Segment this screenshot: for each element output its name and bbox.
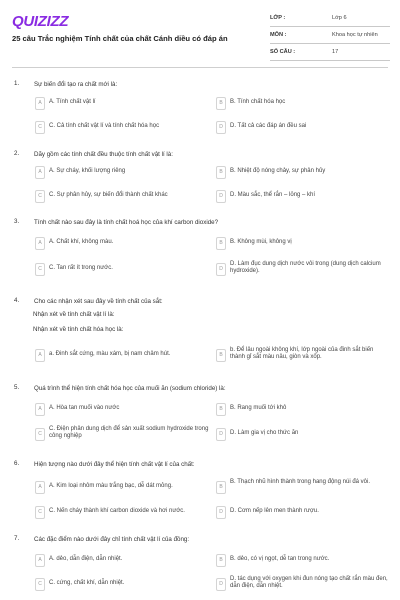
option-letter-box: C xyxy=(35,263,45,276)
question-number: 2. xyxy=(14,150,20,157)
option-text: A. dẻo, dẫn điện, dẫn nhiệt. xyxy=(49,556,123,562)
question-subtext: Nhận xét về tính chất vật lí là: xyxy=(33,311,115,318)
option-letter-box: C xyxy=(35,506,45,519)
option-letter-box: A xyxy=(35,166,45,179)
option-letter-box: A xyxy=(35,97,45,110)
question-number: 4. xyxy=(14,297,20,304)
question-text: Tính chất nào sau đây là tính chất hoá học của khí carbon dioxide? xyxy=(34,219,219,226)
option-text: D. Làm gia vị cho thức ăn xyxy=(230,430,299,436)
option-text: A. Sự cháy, khối lượng riêng xyxy=(49,168,126,174)
option-text: D. Tất cả các đáp án đều sai xyxy=(230,123,307,129)
info-row-class xyxy=(270,12,390,27)
info-row-subject xyxy=(270,29,390,44)
info-label: MÔN : xyxy=(270,32,287,38)
option-letter-box: B xyxy=(216,237,226,250)
option-letter-box: D xyxy=(216,263,226,276)
question-number: 6. xyxy=(14,460,20,467)
option-letter-box: A xyxy=(35,349,45,362)
info-value: Khoa học tự nhiên xyxy=(332,32,378,38)
option-text: B. Nhiệt độ nóng chảy, sự phân hủy xyxy=(230,168,326,174)
header-divider xyxy=(12,67,388,68)
worksheet-title: 25 câu Trắc nghiệm Tính chất của chất Cánh diều có đáp án xyxy=(12,34,228,43)
option-text: B. Không mùi, không vị xyxy=(230,239,292,245)
question-text: Hiện tượng nào dưới đây thể hiện tính chất vật lí của chất: xyxy=(34,461,195,468)
option-letter-box: A xyxy=(35,554,45,567)
option-letter-box: A xyxy=(35,237,45,250)
info-panel xyxy=(270,12,390,63)
option-text: B. dẻo, có vị ngọt, dễ tan trong nước. xyxy=(230,556,330,562)
option-letter-box: C xyxy=(35,121,45,134)
question-number: 1. xyxy=(14,80,20,87)
option-letter-box: D xyxy=(216,578,226,591)
option-letter-box: D xyxy=(216,506,226,519)
quizizz-logo: QUIZIZZ xyxy=(12,13,69,30)
option-text: C. Nến cháy thành khí carbon dioxide và hơi nước. xyxy=(49,508,185,514)
option-letter-box: B xyxy=(216,349,226,362)
info-value: 17 xyxy=(332,49,339,55)
option-text: D. Màu sắc, thể rắn – lỏng – khí xyxy=(230,192,316,198)
question-subtext: Nhận xét về tính chất hóa học là: xyxy=(33,326,124,333)
option-letter-box: C xyxy=(35,190,45,203)
option-letter-box: B xyxy=(216,403,226,416)
option-letter-box: D xyxy=(216,428,226,441)
question-number: 7. xyxy=(14,535,20,542)
question-number: 5. xyxy=(14,384,20,391)
option-letter-box: B xyxy=(216,481,226,494)
option-letter-box: B xyxy=(216,166,226,179)
question-text: Quá trình thể hiện tính chất hóa học của muối ăn (sodium chloride) là: xyxy=(34,385,226,392)
option-text: B. Tính chất hóa học xyxy=(230,99,286,105)
question-text: Dãy gồm các tính chất đều thuộc tính chất vật lí là: xyxy=(34,151,173,158)
option-text: A. Tính chất vật lí xyxy=(49,99,96,105)
info-value: Lớp 6 xyxy=(332,15,347,21)
option-text: C. Điện phân dung dịch để sản xuất sodium hydroxide trong công nghiệp xyxy=(49,426,209,440)
info-label: SỐ CÂU : xyxy=(270,49,296,55)
option-letter-box: D xyxy=(216,190,226,203)
option-letter-box: C xyxy=(35,428,45,441)
info-label: LỚP : xyxy=(270,15,286,21)
question-text: Các đặc điểm nào dưới đây chỉ tính chất vật lí của đồng: xyxy=(34,536,190,543)
option-text: D. Làm đục dung dịch nước vôi trong (dung dịch calcium hydroxide). xyxy=(230,261,381,275)
option-letter-box: C xyxy=(35,578,45,591)
option-text: A. Hòa tan muối vào nước xyxy=(49,405,120,411)
option-text: A. Chất khí, không màu. xyxy=(49,239,114,245)
worksheet-header xyxy=(0,0,400,66)
option-text: B. Thạch nhũ hình thành trong hang động núi đá vôi. xyxy=(230,479,370,485)
option-letter-box: D xyxy=(216,121,226,134)
option-text: A. Kim loại nhôm màu trắng bạc, dễ dát mỏng. xyxy=(49,483,173,489)
option-text: D. tác dụng với oxygen khi đun nóng tạo chất rắn màu đen, dẫn điện, dẫn nhiệt. xyxy=(230,576,388,590)
question-number: 3. xyxy=(14,218,20,225)
option-letter-box: A xyxy=(35,481,45,494)
info-row-count xyxy=(270,46,390,61)
option-text: C. Tan rất ít trong nước. xyxy=(49,265,113,271)
option-text: B. Rang muối tới khô xyxy=(230,405,287,411)
option-text: C. Cả tính chất vật lí và tính chất hóa học xyxy=(49,123,160,129)
option-letter-box: A xyxy=(35,403,45,416)
option-text: a. Đinh sắt cứng, màu xám, bị nam châm hút. xyxy=(49,351,171,357)
option-text: b. Để lâu ngoài không khí, lớp ngoài của đinh sắt biến thành gỉ sắt màu nâu, giòn và xốp. xyxy=(230,347,374,361)
option-letter-box: B xyxy=(216,554,226,567)
option-letter-box: B xyxy=(216,97,226,110)
option-text: C. cứng, chất khí, dẫn nhiệt. xyxy=(49,580,125,586)
question-text: Sự biến đổi tạo ra chất mới là: xyxy=(34,81,118,88)
question-text: Cho các nhận xét sau đây về tính chất của sắt: xyxy=(34,298,163,305)
option-text: C. Sự phân hủy, sự biến đổi thành chất khác xyxy=(49,192,168,198)
option-text: D. Cơm nếp lên men thành rượu. xyxy=(230,508,319,514)
